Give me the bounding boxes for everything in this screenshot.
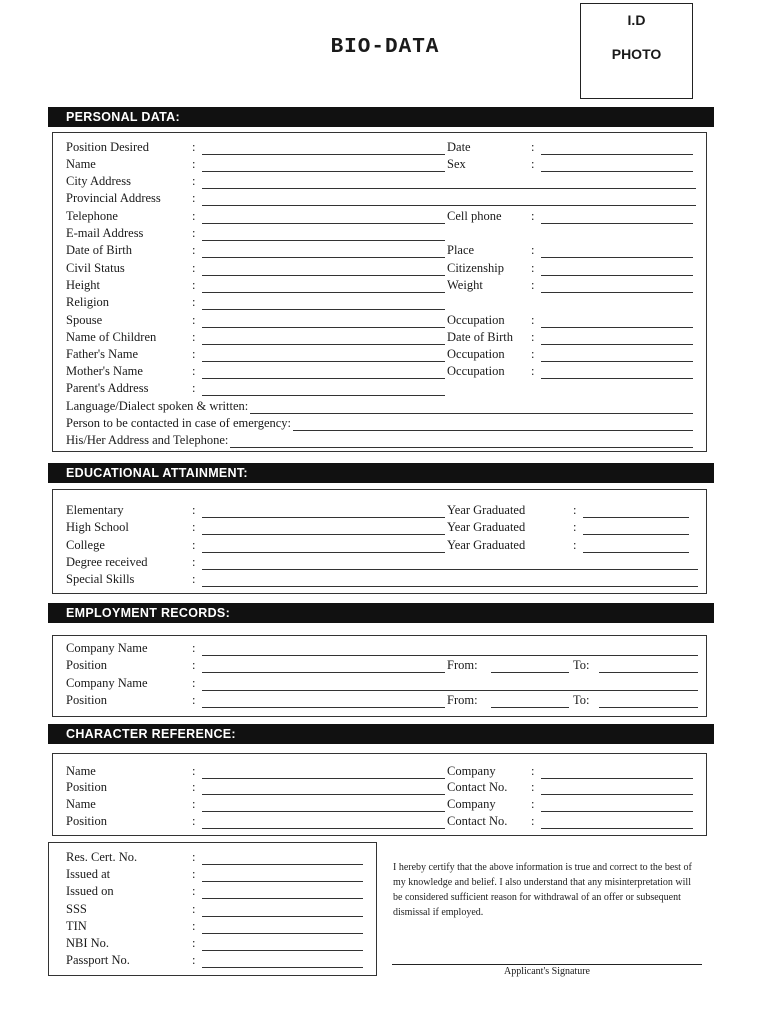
field-spouse[interactable]: Spouse :	[66, 311, 445, 328]
field-ref-contact-1[interactable]: Contact No. :	[447, 778, 693, 795]
field-high-school[interactable]: High School :	[66, 518, 445, 535]
field-position-1[interactable]: Position :	[66, 656, 445, 673]
field-to-1[interactable]: To:	[573, 656, 698, 673]
field-citizenship[interactable]: Citizenship :	[447, 259, 693, 276]
field-father-occupation[interactable]: Occupation :	[447, 345, 693, 362]
field-children-date-of-birth[interactable]: Date of Birth :	[447, 328, 693, 345]
field-emergency-address[interactable]: His/Her Address and Telephone:	[66, 431, 693, 448]
field-ref-name-1[interactable]: Name :	[66, 762, 445, 779]
field-elementary[interactable]: Elementary :	[66, 501, 445, 518]
field-company-name-1[interactable]: Company Name :	[66, 639, 698, 656]
field-telephone[interactable]: Telephone :	[66, 207, 445, 224]
field-ref-company-2[interactable]: Company :	[447, 795, 693, 812]
certification-text: I hereby certify that the above information is true and correct to the best of my knowledge and belief. I also understand that any misinterpretation will be considered sufficient reason for withdrawal of an offer or subsequent dismissal if employed.	[393, 862, 692, 918]
field-issued-on[interactable]: Issued on :	[66, 882, 363, 899]
field-elementary-year[interactable]: Year Graduated :	[447, 501, 689, 518]
field-position-2[interactable]: Position :	[66, 691, 445, 708]
signature-line[interactable]	[392, 964, 702, 965]
field-name[interactable]: Name :	[66, 155, 445, 172]
field-college[interactable]: College :	[66, 536, 445, 553]
section-header-personal: PERSONAL DATA:	[48, 107, 714, 127]
id-photo-box	[580, 3, 693, 99]
field-civil-status[interactable]: Civil Status :	[66, 259, 445, 276]
field-mothers-name[interactable]: Mother's Name :	[66, 362, 445, 379]
field-provincial-address[interactable]: Provincial Address :	[66, 189, 696, 206]
field-ref-name-2[interactable]: Name :	[66, 795, 445, 812]
field-to-2[interactable]: To:	[573, 691, 698, 708]
field-position-desired[interactable]: Position Desired :	[66, 138, 445, 155]
field-high-school-year[interactable]: Year Graduated :	[447, 518, 689, 535]
field-date[interactable]: Date :	[447, 138, 693, 155]
field-res-cert-no[interactable]: Res. Cert. No. :	[66, 848, 363, 865]
field-ref-position-2[interactable]: Position :	[66, 812, 445, 829]
field-ref-position-1[interactable]: Position :	[66, 778, 445, 795]
field-from-2[interactable]: From:	[447, 691, 569, 708]
field-weight[interactable]: Weight :	[447, 276, 693, 293]
field-date-of-birth[interactable]: Date of Birth :	[66, 241, 445, 258]
field-name-of-children[interactable]: Name of Children :	[66, 328, 445, 345]
id-photo-label-2: PHOTO	[611, 46, 662, 62]
field-tin[interactable]: TIN :	[66, 917, 363, 934]
field-from-1[interactable]: From:	[447, 656, 569, 673]
field-degree-received[interactable]: Degree received :	[66, 553, 698, 570]
field-place[interactable]: Place :	[447, 241, 693, 258]
field-spouse-occupation[interactable]: Occupation :	[447, 311, 693, 328]
field-email[interactable]: E-mail Address :	[66, 224, 445, 241]
field-ref-company-1[interactable]: Company :	[447, 762, 693, 779]
field-city-address[interactable]: City Address :	[66, 172, 696, 189]
page-title: BIO-DATA	[330, 36, 440, 59]
section-header-reference: CHARACTER REFERENCE:	[48, 724, 714, 744]
field-height[interactable]: Height :	[66, 276, 445, 293]
field-company-name-2[interactable]: Company Name :	[66, 674, 698, 691]
field-mother-occupation[interactable]: Occupation :	[447, 362, 693, 379]
field-ref-contact-2[interactable]: Contact No. :	[447, 812, 693, 829]
section-header-employment: EMPLOYMENT RECORDS:	[48, 603, 714, 623]
field-emergency-contact[interactable]: Person to be contacted in case of emergency:	[66, 414, 693, 431]
field-cell-phone[interactable]: Cell phone :	[447, 207, 693, 224]
field-religion[interactable]: Religion :	[66, 293, 445, 310]
field-sex[interactable]: Sex :	[447, 155, 693, 172]
field-fathers-name[interactable]: Father's Name :	[66, 345, 445, 362]
field-nbi-no[interactable]: NBI No. :	[66, 934, 363, 951]
id-photo-label-1: I.D	[627, 12, 646, 28]
section-header-education: EDUCATIONAL ATTAINMENT:	[48, 463, 714, 483]
field-parents-address[interactable]: Parent's Address :	[66, 379, 445, 396]
field-issued-at[interactable]: Issued at :	[66, 865, 363, 882]
field-sss[interactable]: SSS :	[66, 900, 363, 917]
field-language[interactable]: Language/Dialect spoken & written:	[66, 397, 693, 414]
field-college-year[interactable]: Year Graduated :	[447, 536, 689, 553]
signature-label: Applicant's Signature	[504, 966, 590, 977]
field-passport-no[interactable]: Passport No. :	[66, 951, 363, 968]
field-special-skills[interactable]: Special Skills :	[66, 570, 698, 587]
